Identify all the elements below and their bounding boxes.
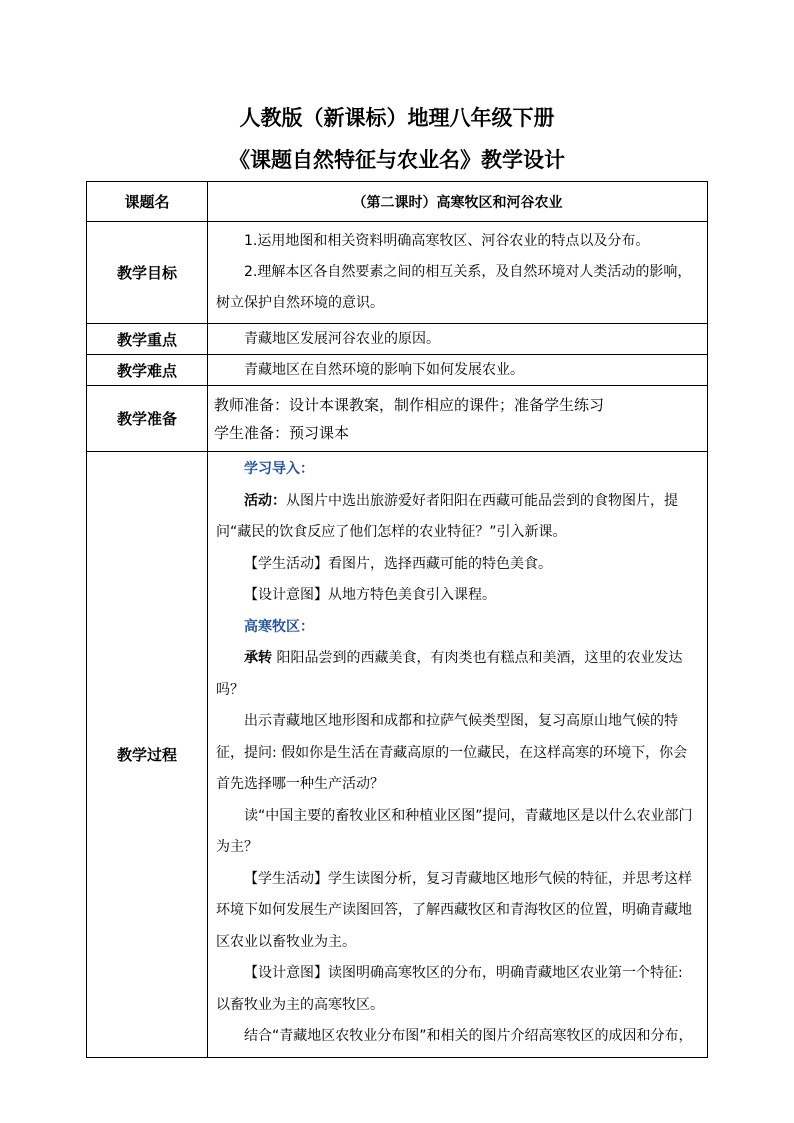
document-title: 人教版（新课标）地理八年级下册 (239, 106, 555, 130)
goal-item-1: 1.运用地图和相关资料明确高寒牧区、河谷农业的特点以及分布。 (244, 233, 650, 249)
key-text: 青藏地区发展河谷农业的原因。 (244, 330, 440, 347)
show-map-paragraph: 出示青藏地区地形图和成都和拉萨气候类型图，复习高原山地气候的特征，提问: 假如你是生活在青藏高原的一位藏民，在这样高寒的环境下，你会首先选择哪一种生产活动？ (216, 713, 688, 792)
label-prep: 教学准备 (87, 386, 208, 452)
label-topic: 课题名 (87, 182, 208, 222)
label-key: 教学重点 (87, 324, 208, 355)
intro-heading: 学习导入： (244, 461, 314, 477)
label-process: 教学过程 (87, 452, 208, 1058)
document-subtitle: 《课题自然特征与农业名》教学设计 (229, 148, 565, 172)
row-process (87, 452, 708, 1058)
value-topic (208, 182, 708, 222)
row-difficulty (87, 355, 708, 386)
transition-text: 阳阳品尝到的西藏美食，有肉类也有糕点和美酒，这里的农业发达吗？ (216, 650, 683, 698)
difficulty-text: 青藏地区在自然环境的影响下如何发展农业。 (244, 361, 524, 378)
value-key (208, 324, 708, 355)
label-difficulty: 教学难点 (87, 355, 208, 386)
row-goals (87, 222, 708, 324)
value-goals (208, 222, 708, 324)
design-intent-2: 【设计意图】读图明确高寒牧区的分布，明确青藏地区农业第一个特征: 以畜牧业为主的高寒牧区。 (216, 965, 683, 1013)
prep-teacher: 教师准备：设计本课教案，制作相应的课件；准备学生练习 (214, 395, 605, 414)
transition-paragraph (216, 643, 701, 706)
design-intent-1: 【设计意图】从地方特色美食引入课程。 (244, 587, 496, 603)
row-topic (87, 182, 708, 222)
activity-text: 从图片中选出旅游爱好者阳阳在西藏可能品尝到的食物图片，提问“藏民的饮食反应了他们怎样的农业特征？”引入新课。 (216, 492, 678, 540)
transition-lead: 承转 (244, 650, 272, 666)
value-difficulty (208, 355, 708, 386)
topic-text: （第二课时）高寒牧区和河谷农业 (352, 194, 563, 211)
row-key (87, 324, 708, 355)
label-goals: 教学目标 (87, 222, 208, 324)
pasture-heading: 高寒牧区： (244, 618, 314, 635)
activity-lead: 活动： (244, 492, 286, 509)
row-prep (87, 386, 708, 452)
student-activity-2: 【学生活动】学生读图分析，复习青藏地区地形气候的特征，并思考这样环境下如何发展生产读图回答，了解西藏牧区和青海牧区的位置，明确青藏地区农业以畜牧业为主。 (216, 870, 692, 950)
read-map-paragraph: 读“中国主要的畜牧业区和种植业区图”提问，青藏地区是以什么农业部门为主？ (216, 807, 693, 855)
prep-student: 学生准备：预习课本 (214, 423, 350, 442)
lesson-plan-table (86, 181, 708, 1058)
value-prep (208, 386, 708, 452)
value-process (208, 452, 708, 1058)
combine-paragraph: 结合“青藏地区农牧业分布图”和相关的图片介绍高寒牧区的成因和分布， (244, 1028, 693, 1044)
student-activity-1: 【学生活动】看图片，选择西藏可能的特色美食。 (244, 555, 552, 572)
goal-item-2: 2.理解本区各自然要素之间的相互关系，及自然环境对人类活动的影响，树立保护自然环境的意识。 (216, 264, 692, 311)
activity-paragraph (216, 486, 701, 549)
